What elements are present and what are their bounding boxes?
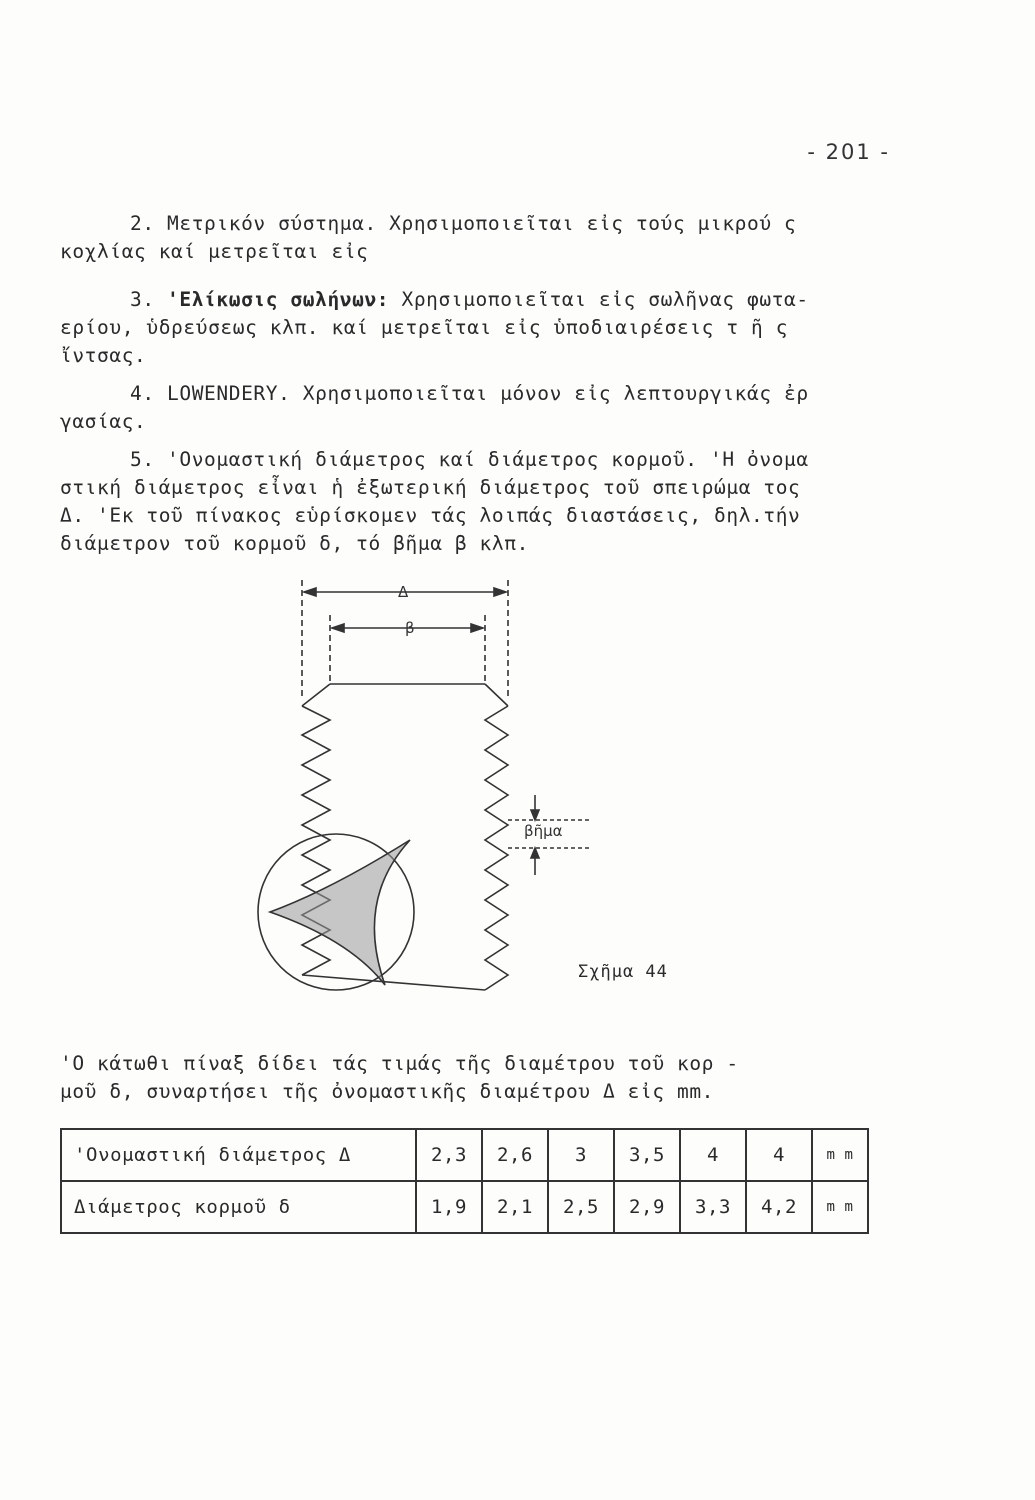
- item-title: 'Ελίκωσις σωλήνων:: [167, 288, 390, 311]
- row-label: 'Ονομαστική διάμετρος Δ: [61, 1129, 416, 1181]
- table-cell: 4: [680, 1129, 746, 1181]
- table-cell: 2,1: [482, 1181, 548, 1233]
- thread-profile-hatch: [270, 840, 410, 985]
- item-number: 3.: [130, 288, 155, 311]
- table-cell: 2,5: [548, 1181, 614, 1233]
- table-row: [61, 1129, 868, 1181]
- item-title: Μετρικόν σύστημα.: [167, 212, 377, 235]
- item-text: στική διάμετρος εἶναι ἡ ἐξωτερική διάμετρος τοῦ σπειρώμα τος Δ. 'Εκ τοῦ πίνακος εὑρίσκομεν τάς λοιπάς διαστάσεις, δηλ.τήν διάμετρον τοῦ κορμοῦ δ, τό βῆμα β κλπ.: [60, 476, 801, 555]
- table-cell: 3,3: [680, 1181, 746, 1233]
- item-text: γασίας.: [60, 410, 147, 433]
- item-title: 'Ονομαστική διάμετρος καί διάμετρος κορμοῦ.: [167, 448, 698, 471]
- label-D: Δ: [398, 583, 409, 601]
- item-number: 2.: [130, 212, 155, 235]
- row-label: Διάμετρος κορμοῦ δ: [61, 1181, 416, 1233]
- item-number: 4.: [130, 382, 155, 405]
- label-beta: β: [405, 619, 415, 637]
- table-cell: 1,9: [416, 1181, 482, 1233]
- table-intro: 'Ο κάτωθι πίναξ δίδει τάς τιμάς τῆς διαμέτρου τοῦ κορ - μοῦ δ, συναρτήσει τῆς ὀνομαστικῆς διαμέτρου Δ εἰς mm.: [60, 1052, 739, 1103]
- item-line: Χρησιμοποιεῖται μόνον εἰς λεπτουργικάς ἐρ: [290, 382, 809, 405]
- table-row: [61, 1181, 868, 1233]
- figure-caption: Σχῆμα 44: [578, 962, 668, 982]
- table-cell: 2,3: [416, 1129, 482, 1181]
- table-cell: 2,9: [614, 1181, 680, 1233]
- item-title: LOWENDERY.: [167, 382, 291, 405]
- table-cell: 4,2: [746, 1181, 812, 1233]
- thread-right-profile: [485, 706, 508, 990]
- item-text: ερίου, ὑδρεύσεως κλπ. καί μετρεῖται εἰς ὑποδιαιρέσεις τ ῆ ς ἴντσας.: [60, 316, 789, 367]
- table-cell: 2,6: [482, 1129, 548, 1181]
- table-cell: 4: [746, 1129, 812, 1181]
- item-line: 'Η ὀνομα: [697, 448, 809, 471]
- table-cell: 3,5: [614, 1129, 680, 1181]
- item-text: κοχλίας καί μετρεῖται εἰς: [60, 240, 369, 263]
- page-number: - 201 -: [807, 140, 890, 164]
- diameter-table: [60, 1128, 869, 1234]
- item-line: Χρησιμοποιεῖται εἰς τούς μικρού ς: [376, 212, 797, 235]
- unit-cell: m m: [812, 1181, 868, 1233]
- item-number: 5.: [130, 448, 155, 471]
- item-line: Χρησιμοποιεῖται εἰς σωλῆνας φωτα-: [389, 288, 809, 311]
- label-step: βῆμα: [524, 822, 563, 840]
- unit-cell: m m: [812, 1129, 868, 1181]
- table-cell: 3: [548, 1129, 614, 1181]
